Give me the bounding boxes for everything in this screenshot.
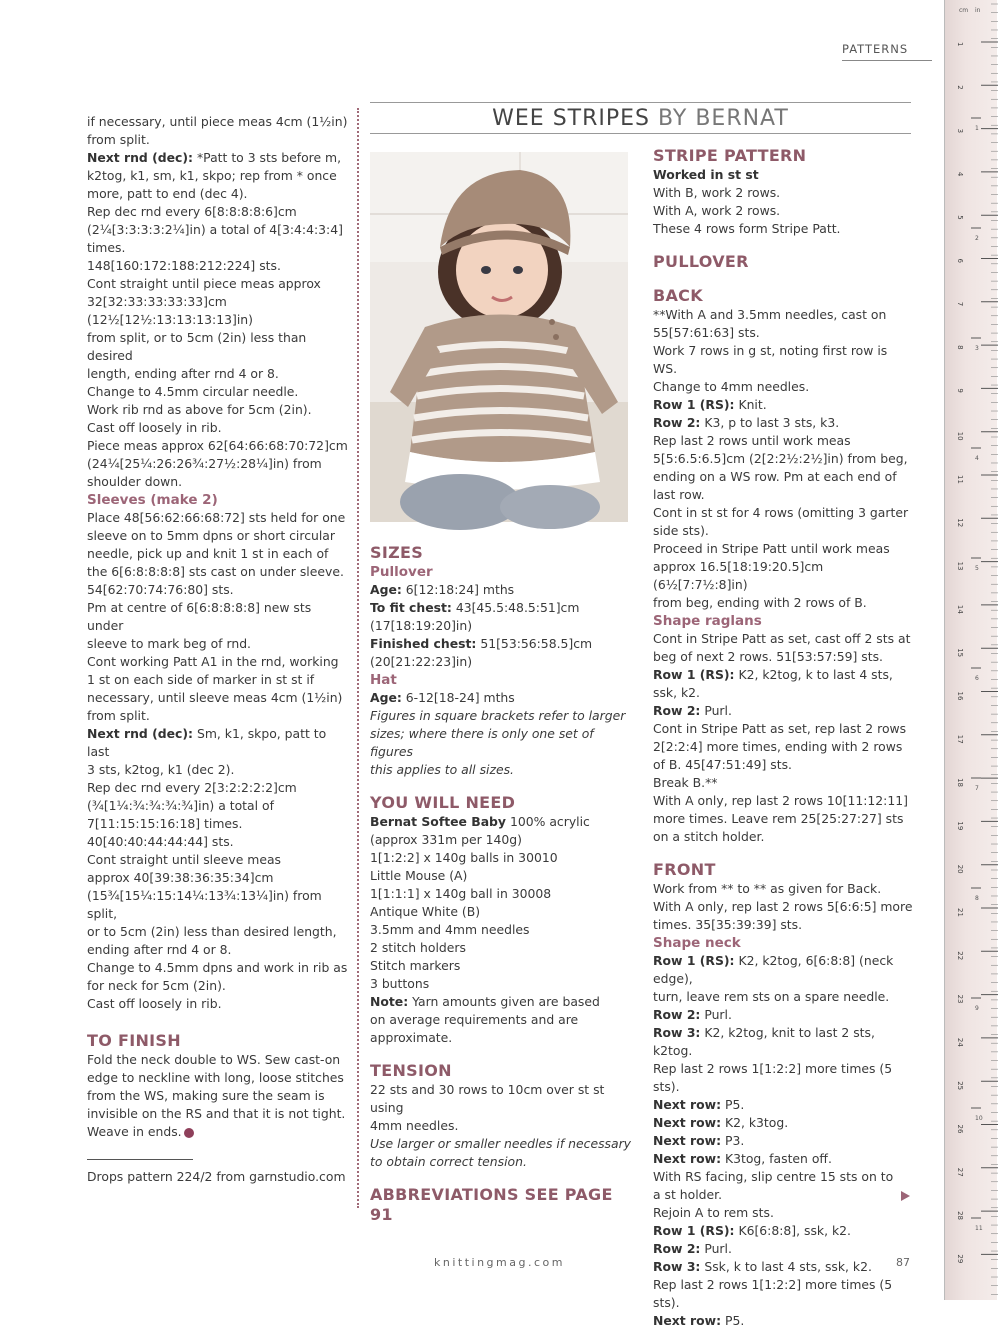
heading-you-will-need: YOU WILL NEED [370,793,516,812]
text-line: invisible on the RS and that it is not tight. [87,1106,346,1121]
text-line: With A only, rep last 2 rows 10[11:12:11] [653,793,908,808]
ruler-cm-label: 16 [956,691,964,701]
ruler-cm-label: 8 [956,345,964,350]
text-line: Ssk, k to last 4 sts, ssk, k2. [700,1259,872,1274]
measuring-ruler [944,0,997,1300]
footer-url: knittingmag.com [434,1256,565,1269]
text-line: 148[160:172:188:212:224] sts. [87,258,281,273]
text-line-bold: Age: [370,690,402,705]
text-line: Little Mouse (A) [370,868,468,883]
text-line: With A only, rep last 2 rows 5[6:6:5] more [653,899,913,914]
column-middle [370,543,632,1225]
text-line: Work 7 rows in g st, noting first row is WS. [653,343,888,376]
text-line: from split. [87,132,150,147]
text-line: on average requirements and are [370,1012,579,1027]
text-line: Work rib rnd as above for 5cm (2in). [87,402,312,417]
text-line: edge to neckline with long, loose stitches [87,1070,344,1085]
text-line: Antique White (B) [370,904,481,919]
text-line: K2, k2tog, knit to last 2 sts, k2tog. [653,1025,875,1058]
subheading-pullover: Pullover [370,564,433,580]
text-line: Rep last 2 rows 1[1:2:2] more times (5 sts). [653,1061,893,1094]
text-line: beg of next 2 rows. 51[53:57:59] sts. [653,649,883,664]
text-line: turn, leave rem sts on a spare needle. [653,989,890,1004]
text-line: With B, work 2 rows. [653,185,781,200]
text-line: 5[5:6.5:6.5]cm (2[2:2½:2½]in) from beg, [653,451,908,466]
text-line: Cont in st st for 4 rows (omitting 3 garter [653,505,909,520]
text-line: ending after rnd 4 or 8. [87,942,232,957]
text-line: last row. [653,487,705,502]
text-line: These 4 rows form Stripe Patt. [653,221,841,236]
text-line: K2, k3tog. [721,1115,789,1130]
text-line: 3 sts, k2tog, k1 (dec 2). [87,762,235,777]
text-line-bold: Row 1 (RS): [653,1223,735,1238]
text-line: (24¼[25¼:26:26¾:27½:28¼]in) from [87,456,322,471]
text-line: With A, work 2 rows. [653,203,781,218]
text-line: Rep last 2 rows 1[1:2:2] more times (5 sts). [653,1277,893,1310]
text-line: Place 48[56:62:66:68:72] sts held for one [87,510,346,525]
text-line: (17[18:19:20]in) [370,618,473,633]
ruler-unit-in: in [975,7,981,14]
text-line: Change to 4.5mm circular needle. [87,384,299,399]
text-line: more times. Leave rem 25[25:27:27] sts [653,811,904,826]
text-line: Proceed in Stripe Patt until work meas [653,541,890,556]
ruler-inch-label: 4 [975,455,979,462]
column-left [87,113,349,1186]
text-line: Cont working Patt A1 in the rnd, working [87,654,339,669]
ruler-cm-label: 22 [956,951,964,961]
ruler-inch-label: 6 [975,675,979,682]
text-line: shoulder down. [87,474,183,489]
heading-to-finish: TO FINISH [87,1031,181,1050]
text-line: a st holder. [653,1187,723,1202]
text-line: (¾[1¼:¾:¾:¾:¾]in) a total of [87,798,274,813]
source-credit: Drops pattern 224/2 from garnstudio.com [87,1169,346,1184]
ruler-cm-label: 26 [956,1124,964,1134]
ruler-cm-label: 28 [956,1211,964,1221]
text-line: Change to 4mm needles. [653,379,810,394]
text-line: approx 40[39:38:36:35:34]cm [87,870,274,885]
text-line-bold: Row 1 (RS): [653,953,735,968]
text-line: 3 buttons [370,976,430,991]
text-line-bold: Next row: [653,1133,722,1148]
text-line: 1 st on each side of marker in st st if [87,672,315,687]
ruler-inch-label: 9 [975,1005,979,1012]
text-line: 51[53:56:58.5]cm [476,636,593,651]
text-line: Pm at centre of 6[6:8:8:8:8] new sts under [87,600,312,633]
text-line-bold: Row 3: [653,1025,701,1040]
text-line: k2tog, k1, sm, k1, skpo; rep from * once [87,168,337,183]
text-line: Rep dec rnd every 2[3:2:2:2:2]cm [87,780,297,795]
text-line: approximate. [370,1030,453,1045]
text-line: Fold the neck double to WS. Sew cast-on [87,1052,341,1067]
text-line: from beg, ending with 2 rows of B. [653,595,867,610]
text-line: Knit. [734,397,767,412]
text-line: length, ending after rnd 4 or 8. [87,366,279,381]
heading-pullover: PULLOVER [653,252,749,271]
ruler-cm-label: 5 [956,215,964,220]
ruler-inch-label: 5 [975,565,979,572]
text-line: Rep last 2 rows until work meas [653,433,851,448]
text-line: 40[40:40:44:44:44] sts. [87,834,234,849]
text-line: K3, p to last 3 sts, k3. [700,415,840,430]
ruler-inch-label: 3 [975,345,979,352]
ruler-cm-label: 6 [956,258,964,263]
text-line: approx 16.5[18:19:20.5]cm (6½[7:7½:8]in) [653,559,824,592]
text-line: Rep dec rnd every 6[8:8:8:8:6]cm [87,204,297,219]
text-line: 100% acrylic [506,814,590,829]
ruler-cm-label: 20 [956,864,964,874]
text-line: 4mm needles. [370,1118,459,1133]
text-line: Work from ** to ** as given for Back. [653,881,882,896]
text-line: P3. [721,1133,745,1148]
text-line-bold: Row 2: [653,1007,701,1022]
ruler-cm-label: 27 [956,1167,964,1177]
text-line: (2¼[3:3:3:3:2¼]in) a total of 4[3:4:4:3:4] times. [87,222,343,255]
continue-arrow-icon [901,1191,910,1201]
text-line: Purl. [700,703,732,718]
ruler-inch-label: 10 [975,1115,983,1122]
ruler-inch-label: 7 [975,785,979,792]
text-line: 1[1:1:1] x 140g ball in 30008 [370,886,552,901]
text-line: 6-12[18-24] mths [401,690,515,705]
heading-abbreviations: ABBREVIATIONS SEE PAGE 91 [370,1185,613,1224]
text-line: from split, or to 5cm (2in) less than desired [87,330,307,363]
text-line: **With A and 3.5mm needles, cast on [653,307,887,322]
text-line: K2, k2tog, 6[6:8:8] (neck edge), [653,953,894,986]
pattern-title [370,102,911,134]
text-line: Stitch markers [370,958,461,973]
text-line: 54[62:70:74:76:80] sts. [87,582,234,597]
text-line-bold: Bernat Softee Baby [370,814,507,829]
footnote-rule [87,1159,193,1160]
ruler-cm-label: 21 [956,908,964,917]
text-line: necessary, until sleeve meas 4cm (1½in) [87,690,343,705]
ruler-cm-label: 9 [956,388,964,393]
ruler-cm-label: 10 [956,431,964,441]
ruler-cm-label: 24 [956,1037,964,1047]
text-line-bold: Row 2: [653,703,701,718]
text-line: Purl. [700,1007,732,1022]
text-line: of B. 45[47:51:49] sts. [653,757,792,772]
text-line: needle, pick up and knit 1 st in each of [87,546,329,561]
ruler-cm-label: 17 [956,734,964,744]
ruler-cm-label: 29 [956,1254,964,1264]
text-line-italic: Figures in square brackets refer to larger [370,708,626,723]
baby-photo [370,152,628,522]
text-line-italic: this applies to all sizes. [370,762,514,777]
text-line: 2 stitch holders [370,940,466,955]
text-line: Weave in ends. [87,1124,182,1139]
text-line-bold: Row 2: [653,1241,701,1256]
text-line-italic: sizes; where there is only one set of figures [370,726,594,759]
ruler-cm-label: 19 [956,821,964,831]
subheading-shape-raglans: Shape raglans [653,613,762,629]
text-line-bold: Age: [370,582,402,597]
text-line: from the WS, making sure the seam is [87,1088,325,1103]
text-line: Rejoin A to rem sts. [653,1205,774,1220]
text-line: Cont in Stripe Patt as set, cast off 2 sts at [653,631,911,646]
ruler-cm-label: 3 [956,128,964,134]
text-line-italic: to obtain correct tension. [370,1154,527,1169]
text-line: 55[57:61:63] sts. [653,325,760,340]
text-line: if necessary, until piece meas 4cm (1½in) [87,114,348,129]
text-line-bold: Row 2: [653,415,701,430]
text-line-bold: Next row: [653,1313,722,1328]
ruler-cm-label: 25 [956,1081,964,1091]
text-line: Break B.** [653,775,718,790]
subheading-shape-neck: Shape neck [653,935,741,951]
text-line: more, patt to end (dec 4). [87,186,248,201]
text-line: ending on a WS row. Pm at each end of [653,469,897,484]
heading-back: BACK [653,286,703,305]
text-line: (15¾[15¼:15:14¼:13¾:13¼]in) from split, [87,888,322,921]
text-line: times. 35[35:39:39] sts. [653,917,803,932]
ruler-cm-label: 18 [956,778,964,788]
text-line: the 6[6:8:8:8:8] sts cast on under sleeve. [87,564,344,579]
text-line: 22 sts and 30 rows to 10cm over st st using [370,1082,605,1115]
heading-stripe-pattern: STRIPE PATTERN [653,146,807,165]
ruler-unit-cm: cm [959,7,969,14]
text-line-bold: Next row: [653,1151,722,1166]
ruler-cm-label: 4 [956,171,964,177]
text-line: K2, k2tog, k to last 4 sts, ssk, k2. [653,667,893,700]
text-line: Piece meas approx 62[64:66:68:70:72]cm [87,438,348,453]
text-line: (20[21:22:23]in) [370,654,473,669]
heading-tension: TENSION [370,1061,452,1080]
text-line: 2[2:2:4] more times, ending with 2 rows [653,739,903,754]
text-line: K3tog, fasten off. [721,1151,832,1166]
text-line-italic: Use larger or smaller needles if necessary [370,1136,632,1151]
ruler-cm-label: 14 [956,604,964,614]
column-divider [357,108,359,1208]
text-line: P5. [721,1313,745,1328]
text-line: Cont in Stripe Patt as set, rep last 2 rows [653,721,907,736]
text-line: sleeve on to 5mm dpns or short circular [87,528,335,543]
ruler-cm-label: 15 [956,648,964,658]
text-line: Purl. [700,1241,732,1256]
text-line-bold: Worked in st st [653,167,759,182]
text-line: 1[1:2:2] x 140g balls in 30010 [370,850,558,865]
ruler-cm-label: 11 [956,475,964,484]
text-line-bold: To fit chest: [370,600,452,615]
text-line-bold: Row 1 (RS): [653,667,735,682]
title-main: WEE STRIPES [492,105,650,131]
text-line: Cast off loosely in rib. [87,996,222,1011]
ruler-inch-label: 2 [975,235,979,242]
text-line-bold: Next rnd (dec): [87,726,194,741]
end-mark-icon [184,1128,194,1138]
text-line: 3.5mm and 4mm needles [370,922,530,937]
ruler-inch-label: 8 [975,895,979,902]
heading-sizes: SIZES [370,543,424,562]
text-line: Cast off loosely in rib. [87,420,222,435]
text-line: P5. [721,1097,745,1112]
text-line-bold: Next row: [653,1097,722,1112]
text-line-bold: Finished chest: [370,636,477,651]
text-line: K6[6:8:8], ssk, k2. [734,1223,851,1238]
text-line: Yarn amounts given are based [408,994,600,1009]
ruler-cm-label: 1 [956,42,964,47]
ruler-cm-label: 23 [956,994,964,1004]
subheading-sleeves: Sleeves (make 2) [87,492,218,508]
text-line: side sts). [653,523,709,538]
ruler-ticks [945,0,998,1300]
ruler-cm-label: 12 [956,518,964,528]
ruler-cm-label: 13 [956,561,964,571]
ruler-cm-label: 7 [956,301,964,307]
ruler-cm-label: 2 [956,85,964,90]
text-line: *Patt to 3 sts before m, [193,150,342,165]
subheading-hat: Hat [370,672,397,688]
text-line: 43[45.5:48.5:51]cm [451,600,580,615]
text-line: on a stitch holder. [653,829,765,844]
section-label: PATTERNS [842,42,932,61]
text-line: (approx 331m per 140g) [370,832,522,847]
text-line: for neck for 5cm (2in). [87,978,226,993]
title-by: BY BERNAT [658,105,789,131]
text-line: 32[32:33:33:33:33]cm (12½[12½:13:13:13:13]in) [87,294,253,327]
ruler-inch-label: 1 [975,125,979,132]
text-line: Sm, k1, skpo, patt to last [87,726,327,759]
text-line: Cont straight until sleeve meas [87,852,282,867]
page-number: 87 [896,1256,910,1269]
ruler-inch-label: 11 [975,1225,983,1232]
text-line-bold: Row 3: [653,1259,701,1274]
text-line-bold: Next row: [653,1115,722,1130]
text-line-bold: Next rnd (dec): [87,150,194,165]
text-line: or to 5cm (2in) less than desired length, [87,924,337,939]
text-line-bold: Note: [370,994,409,1009]
text-line: sleeve to mark beg of rnd. [87,636,251,651]
text-line: 7[11:15:15:16:18] times. [87,816,243,831]
heading-front: FRONT [653,860,716,879]
text-line: Cont straight until piece meas approx [87,276,321,291]
text-line: With RS facing, slip centre 15 sts on to [653,1169,894,1184]
text-line: 6[12:18:24] mths [401,582,515,597]
text-line: from split. [87,708,150,723]
text-line-bold: Row 1 (RS): [653,397,735,412]
column-right [653,146,915,1330]
text-line: Change to 4.5mm dpns and work in rib as [87,960,348,975]
